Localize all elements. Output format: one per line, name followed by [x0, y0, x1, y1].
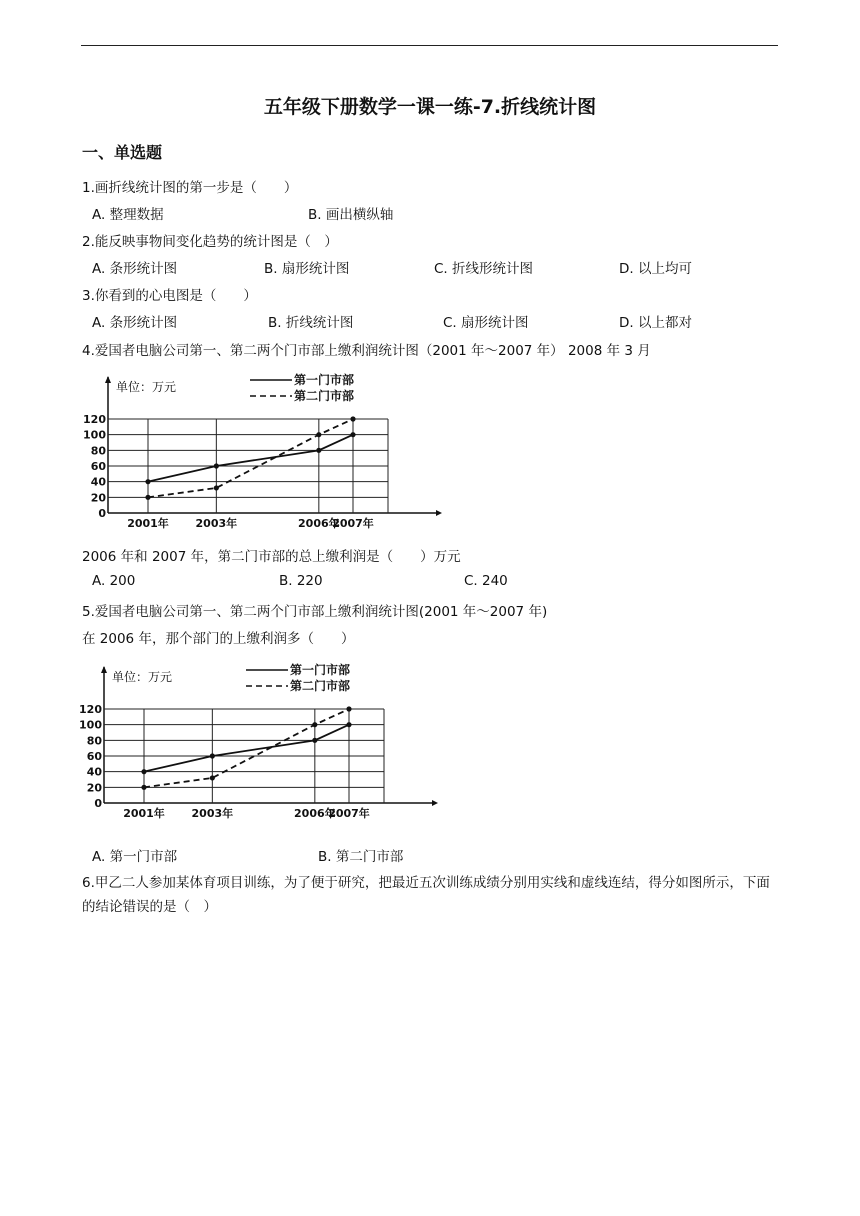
q4-line-chart	[80, 367, 450, 533]
q3-option-c[interactable]: C. 扇形统计图	[443, 315, 529, 331]
q2-option-c[interactable]: C. 折线形统计图	[434, 261, 534, 277]
legend-label: 第一门市部	[290, 663, 351, 677]
data-point	[350, 416, 355, 421]
data-point	[145, 495, 150, 500]
x-tick-label: 2007年	[328, 807, 370, 820]
data-point	[210, 753, 215, 758]
data-point	[141, 785, 146, 790]
series-line-2	[148, 419, 353, 497]
data-point	[214, 463, 219, 468]
legend-label: 第二门市部	[290, 679, 351, 693]
y-tick-label: 120	[79, 703, 102, 716]
q2-option-d[interactable]: D. 以上均可	[619, 261, 692, 277]
y-tick-label: 40	[86, 765, 102, 779]
y-tick-label: 0	[98, 507, 106, 520]
y-tick-label: 40	[90, 475, 106, 489]
header-rule	[81, 45, 778, 46]
q3-option-a[interactable]: A. 条形统计图	[92, 315, 178, 331]
q1-option-a[interactable]: A. 整理数据	[92, 207, 164, 223]
data-point	[316, 448, 321, 453]
y-tick-label: 100	[79, 718, 102, 732]
q3-option-b[interactable]: B. 折线统计图	[268, 315, 354, 331]
q3-stem: 3.你看到的心电图是（ ）	[82, 288, 257, 304]
x-tick-label: 2001年	[123, 807, 165, 820]
data-point	[346, 722, 351, 727]
q2-option-b[interactable]: B. 扇形统计图	[264, 261, 350, 277]
unit-label: 单位：万元	[112, 670, 173, 684]
q2-option-a[interactable]: A. 条形统计图	[92, 261, 178, 277]
series-line-1	[148, 435, 353, 482]
x-tick-label: 2003年	[195, 517, 238, 530]
page-title: 五年级下册数学一课一练-7.折线统计图	[263, 96, 597, 118]
y-tick-label: 100	[83, 428, 106, 442]
x-axis-arrow-icon	[436, 510, 442, 516]
q1-stem: 1.画折线统计图的第一步是（ ）	[82, 180, 298, 196]
legend-label: 第一门市部	[294, 373, 355, 387]
y-tick-label: 80	[90, 444, 106, 458]
data-point	[145, 479, 150, 484]
y-tick-label: 60	[86, 750, 102, 763]
data-point	[141, 769, 146, 774]
data-point	[312, 738, 317, 743]
unit-label: 单位：万元	[116, 380, 177, 394]
q5-option-a[interactable]: A. 第一门市部	[92, 849, 178, 865]
data-point	[214, 485, 219, 490]
y-axis-arrow-icon	[101, 666, 107, 673]
x-tick-label: 2001年	[127, 517, 169, 530]
y-tick-label: 120	[83, 413, 106, 426]
q4-option-c[interactable]: C. 240	[464, 573, 508, 589]
q5-question: 在 2006 年，那个部门的上缴利润多（ ）	[82, 631, 355, 647]
x-tick-label: 2007年	[332, 517, 374, 530]
y-tick-label: 20	[86, 781, 102, 795]
data-point	[346, 706, 351, 711]
data-point	[312, 722, 317, 727]
series-line-1	[144, 725, 349, 772]
x-tick-label: 2006年	[294, 807, 336, 820]
section-heading: 一、单选题	[82, 143, 163, 162]
data-point	[210, 775, 215, 780]
q5-line-chart	[76, 657, 446, 823]
y-tick-label: 80	[86, 734, 102, 748]
data-point	[316, 432, 321, 437]
q4-question: 2006 年和 2007 年，第二门市部的总上缴利润是（ ）万元	[82, 549, 461, 565]
x-axis-arrow-icon	[432, 800, 438, 806]
q4-option-b[interactable]: B. 220	[279, 573, 323, 589]
q5-stem: 5.爱国者电脑公司第一、第二两个门市部上缴利润统计图(2001 年～2007 年)	[82, 604, 548, 620]
q3-option-d[interactable]: D. 以上都对	[619, 315, 692, 331]
q4-option-a[interactable]: A. 200	[92, 573, 136, 589]
x-tick-label: 2006年	[298, 517, 340, 530]
legend-label: 第二门市部	[294, 389, 355, 403]
series-line-2	[144, 709, 349, 787]
y-axis-arrow-icon	[105, 376, 111, 383]
x-tick-label: 2003年	[191, 807, 234, 820]
y-tick-label: 0	[94, 797, 102, 810]
data-point	[350, 432, 355, 437]
y-tick-label: 60	[90, 460, 106, 473]
q2-stem: 2.能反映事物间变化趋势的统计图是（ ）	[82, 234, 338, 250]
q6-stem: 6.甲乙二人参加某体育项目训练，为了便于研究，把最近五次训练成绩分别用实线和虚线连结，得分如图所示，下面的结论错误的是（ ）	[82, 875, 770, 915]
q4-stem: 4.爱国者电脑公司第一、第二两个门市部上缴利润统计图（2001 年～2007 年） 2008 年 3 月	[82, 343, 651, 359]
y-tick-label: 20	[90, 491, 106, 505]
q1-option-b[interactable]: B. 画出横纵轴	[308, 207, 394, 223]
q5-option-b[interactable]: B. 第二门市部	[318, 849, 404, 865]
